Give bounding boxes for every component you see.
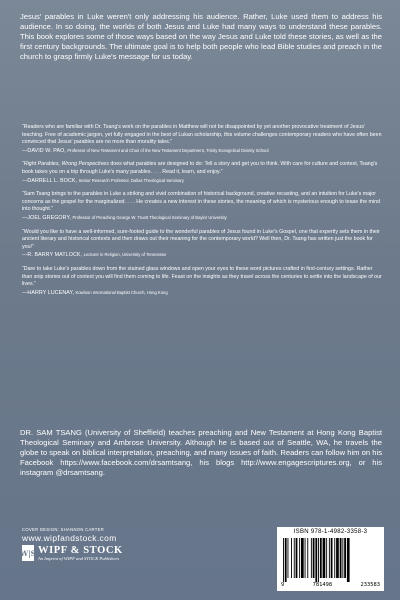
publisher-block (22, 545, 123, 561)
endorser-affiliation: Professor of Preaching George W. Truett Theological Seminary of Baylor University (72, 214, 227, 220)
barcode-bar (336, 538, 339, 578)
endorsement-quote: “Right Parables, Wrong Perspectives does what parables are designed to do: Tell a story and get you to think. With care for culture and context, Tsang's book takes you on a trip through Luke's many parables. . . . Read it, learn, and enjoy.” (22, 161, 378, 175)
endorsement-pao (22, 124, 382, 155)
publisher-website: www.wipfandstock.com (22, 533, 117, 543)
endorsement-quote-rest: does what parables are designed to do: Tell a story and get you to think. With care for culture and context, Tsang's book takes you on a trip through Luke's many parables. . . . Read it, learn, and enjoy.” (22, 161, 378, 175)
endorsements (22, 124, 382, 303)
endorser-name: —JOEL GREGORY, (22, 214, 71, 221)
publisher-logo-icon: W|S (22, 545, 34, 561)
barcode-bar (291, 538, 292, 578)
barcode-bar (323, 538, 326, 578)
barcode-bar (331, 538, 333, 578)
barcode-bar (285, 538, 287, 582)
barcode-digit-group: 781498 (312, 582, 333, 588)
barcode-bar (329, 538, 330, 578)
barcode-digit-group: 9 (281, 582, 285, 588)
cover-design-credit: COVER DESIGN: SHANNON CARTER (22, 527, 105, 532)
barcode-bar (334, 538, 335, 578)
endorser-affiliation: Senior Research Professor, Dallas Theological Seminary (78, 177, 184, 183)
barcode-bar (301, 538, 304, 578)
author-bio-text: (University of Sheffield) teaches preaching and New Testament at Hong Kong Baptist Theological Seminary and Ambrose University. Although he is based out of Seattle, WA, he travels the globe to speak on biblical interpretation, preaching, and many issues of faith. Readers can follow him on his Facebook https://www.facebook.com/drsamtsang, his blogs http://www.engagescriptures.org, or his instagram @drsamtsang. (20, 428, 382, 477)
barcode-bar (326, 538, 327, 578)
endorser-affiliation: Lecturer in Religion, University of Tennessee (83, 252, 167, 258)
author-bio (20, 428, 382, 478)
endorsement-attribution (22, 147, 382, 156)
barcode-bar (344, 538, 346, 578)
endorser-name: —HARRY LUCENAY, (22, 289, 75, 296)
endorsement-quote: “Would you like to have a well-informed, sure-footed guide to the wonderful parables of Jesus found in Luke's Gospel, one that expertly sets them in their ancient literary and historical contexts and then draws out their meaning for the contemporary world? Well then, Dr. Tsang has written just the book for you!” (22, 228, 380, 250)
endorsement-attribution (22, 251, 382, 260)
publisher-text (38, 545, 123, 561)
endorsement-attribution (22, 289, 382, 298)
isbn-label: ISBN 978-1-4982-3358-3 (293, 529, 368, 535)
publisher-tagline: An Imprint of WIPF and STOCK Publishers (38, 556, 120, 561)
barcode-bar (305, 538, 306, 578)
book-description: Jesus' parables in Luke weren't only addressing his audience. Rather, Luke used them to address his audience. In so doing, the worlds of both Jesus and Luke had many ways to understand these parables. This book explores some of those ways based on the way Jesus and Luke told these stories, as well as the first century backgrounds. The ultimate goal is to help both people who lead Bible studies and preach in the church to grasp firmly Luke's message for us today. (20, 12, 382, 61)
barcode-bar (315, 538, 317, 582)
barcode-digits (277, 582, 384, 588)
endorsement-bock (22, 161, 382, 185)
barcode-bar (294, 538, 295, 578)
barcode-bar (318, 538, 319, 582)
barcode-bar (311, 538, 312, 578)
barcode-bar (342, 538, 343, 578)
endorsement-quote: “Readers who are familiar with Dr. Tsang's work on the parables in Matthew will not be disappointed by yet another provocative treatment of Jesus' teaching. Free of academic jargon, yet fully engaged in the best of Lukan scholarship, this volume challenges contemporary readers who have often been convinced that Jesus' parables are no more than morality tales.” (22, 124, 382, 146)
publisher-name: WIPF & STOCK (38, 545, 123, 556)
endorser-name: —DAVID W. PAO, (22, 147, 66, 154)
barcode-bar (320, 538, 322, 578)
barcode-bar (296, 538, 298, 578)
endorsement-quote: “Dare to take Luke's parables down from the stained glass windows and open your eyes to these word pictures crafted in first-century settings. Rather than snip stories out of context you will find them coming to life. Feast on the insights as they travel across the centuries to settle into the landscape of our lives.” (22, 265, 382, 288)
barcode-bar (347, 538, 350, 582)
barcode-bar (299, 538, 300, 578)
barcode-bar (307, 538, 308, 578)
barcode-digit-group: 233583 (360, 582, 380, 588)
endorsement-attribution (22, 214, 382, 223)
endorsement-quote: “Sam Tsang brings to the parables in Luke a striking and vivid combination of historical background, creative recasting, and an intuition for Luke's major concerns as the gospel for the marginalized. . . . He creates a new interest in these stories, the meaning of which is mysterious enough to tease the mind into thought.” (22, 191, 381, 213)
endorser-affiliation: Professor of New Testament and Chair of the New Testament Department, Trinity Evangelical Divinity School (67, 147, 269, 153)
barcode-bar (313, 538, 315, 578)
endorsement-lucenay (22, 266, 382, 297)
barcode-icon (281, 538, 380, 582)
barcode-bar (340, 538, 342, 578)
endorsement-matlock (22, 229, 382, 260)
book-title-italic: Right Parables, Wrong Perspectives (23, 161, 109, 168)
barcode-bar (288, 538, 289, 578)
endorsement-gregory (22, 191, 382, 222)
author-name: DR. SAM TSANG (20, 428, 82, 437)
barcode-bar (283, 538, 284, 582)
barcode-panel (277, 527, 384, 591)
endorsement-attribution (22, 177, 382, 186)
endorser-name: —R. BARRY MATLOCK, (22, 252, 83, 259)
endorser-name: —DARRELL L. BOCK, (22, 177, 78, 184)
endorser-affiliation: Kowloon International Baptist Church, Hong Kong (75, 289, 168, 295)
